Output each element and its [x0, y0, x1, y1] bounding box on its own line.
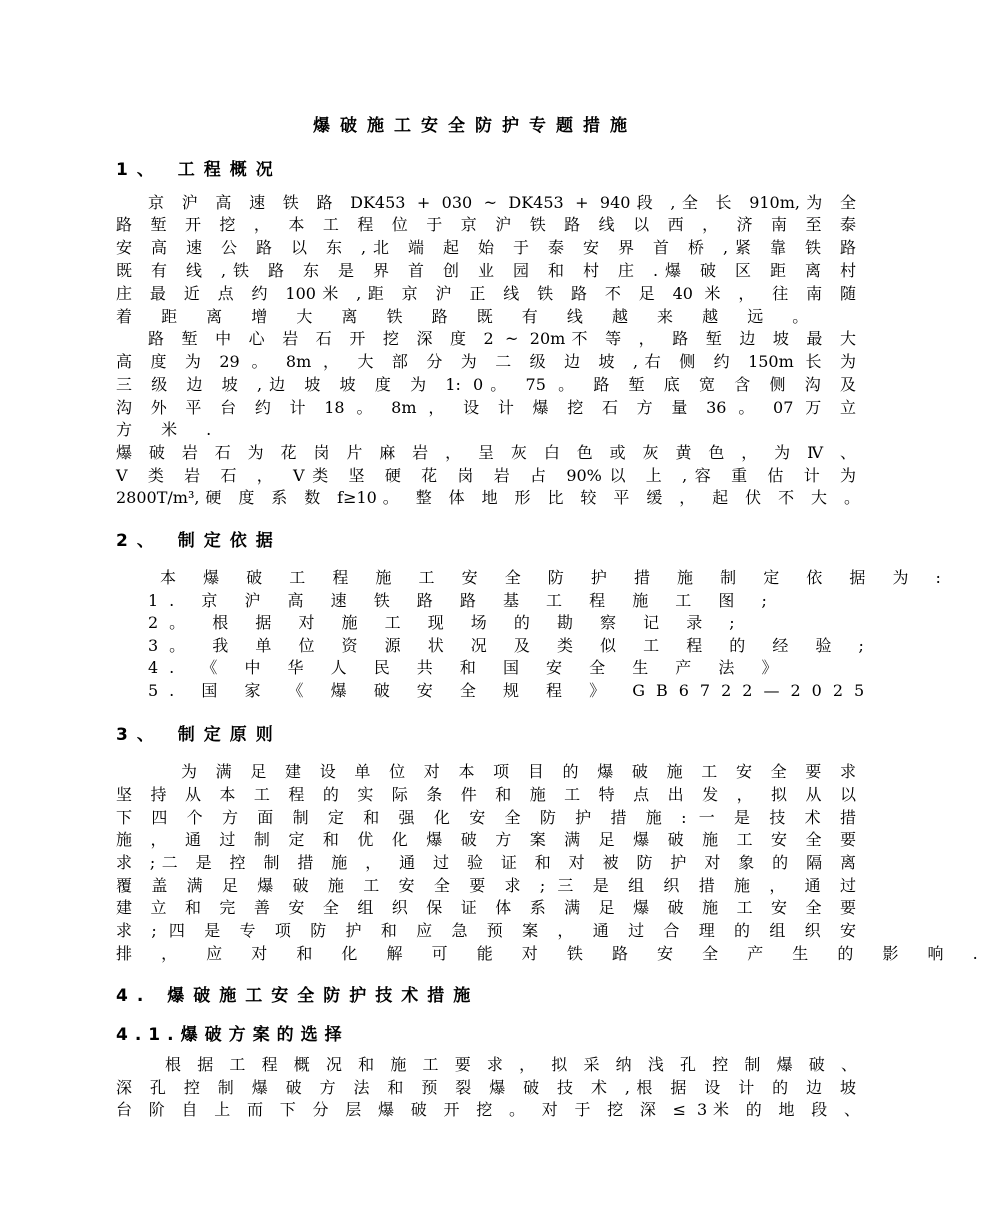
paragraph-line: 沟 外 平 台 约 计 18 。 8m ， 设 计 爆 挖 石 方 量 36 。 07 万 立 [116, 398, 856, 417]
paragraph-line: 求 ;二 是 控 制 措 施 ， 通 过 验 证 和 对 被 防 护 对 象 的 隔 离 [116, 853, 856, 872]
paragraph-line: 坚 持 从 本 工 程 的 实 际 条 件 和 施 工 特 点 出 发 ， 拟 从 以 [116, 785, 856, 804]
paragraph-line: 排 ， 应 对 和 化 解 可 能 对 铁 路 安 全 产 生 的 影 响 . [116, 944, 990, 963]
paragraph-line: 覆 盖 满 足 爆 破 施 工 安 全 要 求 ; 三 是 组 织 措 施 ， 通 过 [116, 876, 856, 895]
paragraph-line: 为 满 足 建 设 单 位 对 本 项 目 的 爆 破 施 工 安 全 要 求 [181, 762, 856, 781]
list-item: 4. 《 中 华 人 民 共 和 国 安 全 生 产 法 》 [148, 658, 789, 677]
paragraph-line: 爆 破 岩 石 为 花 岗 片 麻 岩 ， 呈 灰 白 色 或 灰 黄 色 ， 为 Ⅳ 、 [116, 443, 856, 462]
paragraph-line: 路 堑 中 心 岩 石 开 挖 深 度 2 ~ 20m不 等 ， 路 堑 边 坡 最 大 [148, 329, 856, 348]
document-title: 爆破施工安全防护专题措施 [313, 116, 637, 136]
paragraph-line: 施 ， 通 过 制 定 和 优 化 爆 破 方 案 满 足 爆 破 施 工 安 全 要 [116, 830, 856, 849]
list-item: 2。 根 据 对 施 工 现 场 的 勘 察 记 录 ; [148, 613, 746, 632]
paragraph-line: 京 沪 高 速 铁 路 DK453 + 030 ~ DK453 + 940段 ,全 长 910m,为 全 [148, 193, 856, 212]
paragraph-line: 路 堑 开 挖 ， 本 工 程 位 于 京 沪 铁 路 线 以 西 ， 济 南 至 泰 [116, 215, 856, 234]
paragraph-line: 本 爆 破 工 程 施 工 安 全 防 护 措 施 制 定 依 据 为 : [160, 568, 952, 587]
section-heading-2: 2、 制定依据 [116, 531, 282, 551]
list-item: 3。 我 单 位 资 源 状 况 及 类 似 工 程 的 经 验 ; [148, 636, 875, 655]
paragraph-line: 台 阶 自 上 而 下 分 层 爆 破 开 挖 。 对 于 挖 深 ≤ 3米 的 地 段 、 [116, 1100, 860, 1119]
paragraph-line: 方 米 . [116, 420, 224, 439]
section-heading-1: 1、 工程概况 [116, 160, 282, 180]
paragraph-line: 庄 最 近 点 约 100米 ,距 京 沪 正 线 铁 路 不 足 40 米 ， 往 南 随 [116, 284, 856, 303]
list-item: 5. 国 家 《 爆 破 安 全 规 程 》 GB6722—2025 [148, 681, 876, 700]
paragraph-line: 2800T/m³,硬 度 系 数 f≥10。 整 体 地 形 比 较 平 缓 ， 起 伏 不 大 。 [116, 488, 860, 507]
section-heading-4-1: 4.1.爆破方案的选择 [116, 1025, 349, 1045]
paragraph-line: 求 ; 四 是 专 项 防 护 和 应 急 预 案 ， 通 过 合 理 的 组 织 安 [116, 921, 856, 940]
paragraph-line: 下 四 个 方 面 制 定 和 强 化 安 全 防 护 措 施 : 一 是 技 术 措 [116, 808, 856, 827]
list-item: 1. 京 沪 高 速 铁 路 路 基 工 程 施 工 图 ; [148, 591, 778, 610]
paragraph-line: 安 高 速 公 路 以 东 ,北 端 起 始 于 泰 安 界 首 桥 ,紧 靠 铁 路 [116, 238, 856, 257]
paragraph-line: 深 孔 控 制 爆 破 方 法 和 预 裂 爆 破 技 术 ,根 据 设 计 的 边 坡 [116, 1078, 856, 1097]
paragraph-line: 建 立 和 完 善 安 全 组 织 保 证 体 系 满 足 爆 破 施 工 安 全 要 [116, 898, 856, 917]
paragraph-line: 着 距 离 增 大 离 铁 路 既 有 线 越 来 越 远 。 [116, 307, 821, 326]
section-heading-4: 4. 爆破施工安全防护技术措施 [116, 986, 480, 1006]
paragraph-line: 既 有 线 ,铁 路 东 是 界 首 创 业 园 和 村 庄 .爆 破 区 距 离 村 [116, 261, 856, 280]
paragraph-line: 高 度 为 29 。 8m ， 大 部 分 为 二 级 边 坡 ,右 侧 约 150m 长 为 [116, 352, 856, 371]
paragraph-line: 根 据 工 程 概 况 和 施 工 要 求 ， 拟 采 纳 浅 孔 控 制 爆 破 、 [165, 1055, 857, 1074]
paragraph-line: 三 级 边 坡 ,边 坡 坡 度 为 1: 0。 75 。 路 堑 底 宽 含 侧 沟 及 [116, 375, 856, 394]
paragraph-line: Ⅴ 类 岩 石 ， Ⅴ类 坚 硬 花 岗 岩 占 90%以 上 ,容 重 估 计 为 [116, 466, 856, 485]
section-heading-3: 3、 制定原则 [116, 725, 282, 745]
